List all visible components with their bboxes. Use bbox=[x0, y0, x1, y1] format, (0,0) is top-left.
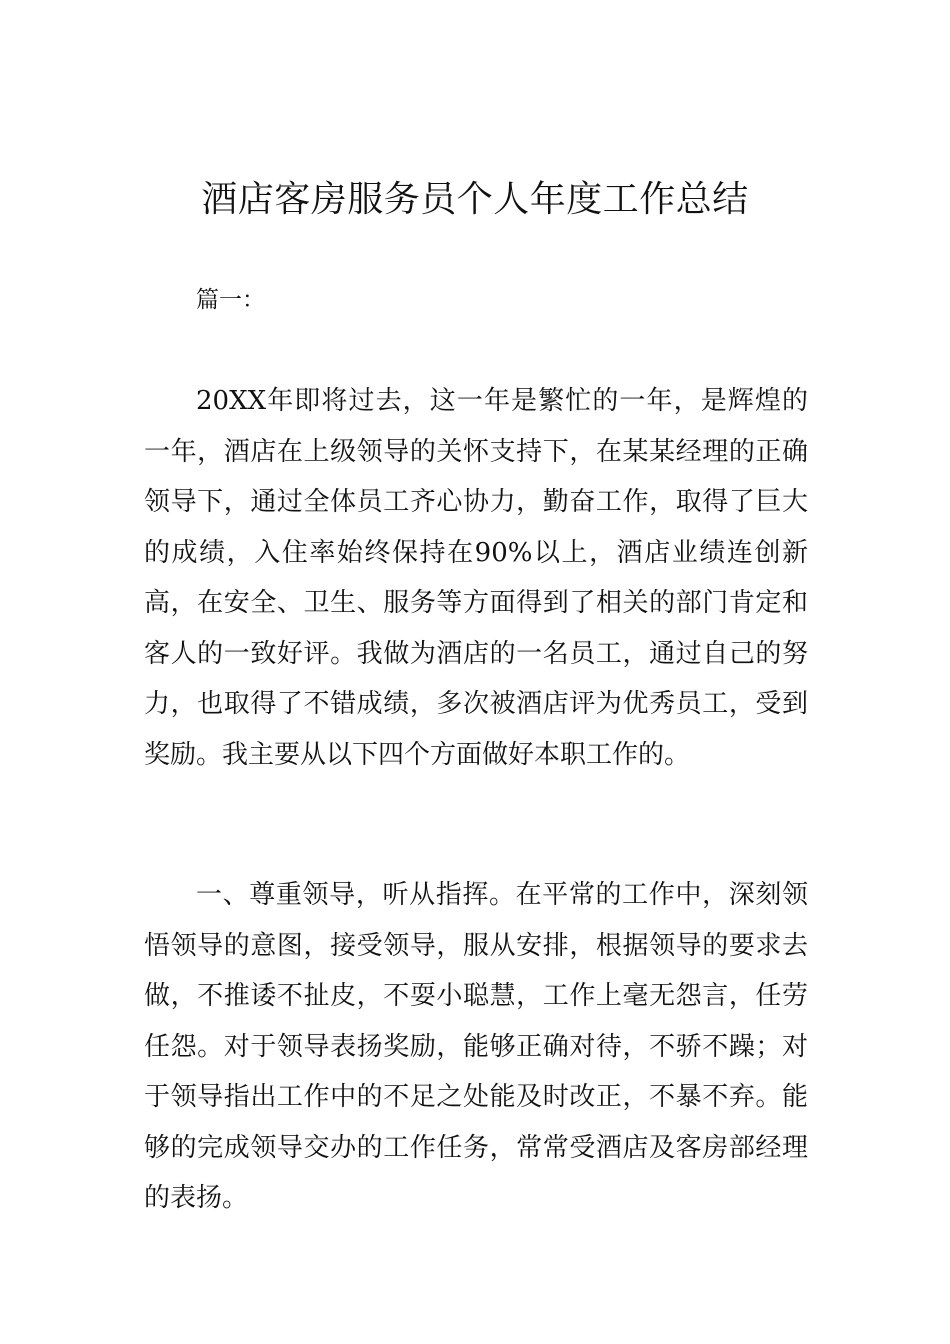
paragraph-intro: 20XX年即将过去，这一年是繁忙的一年，是辉煌的一年，酒店在上级领导的关怀支持下，在某某经理的正确领导下，通过全体员工齐心协力，勤奋工作，取得了巨大的成绩，入住率始终保持在90%以上，酒店业绩连创新高，在安全、卫生、服务等方面得到了相关的部门肯定和客人的一致好评。我做为酒店的一名员工，通过自己的努力，也取得了不错成绩，多次被酒店评为优秀员工，受到奖励。我主要从以下四个方面做好本职工作的。 bbox=[144, 386, 808, 770]
document-title: 酒店客房服务员个人年度工作总结 bbox=[201, 179, 749, 220]
paragraph-point-one: 一、尊重领导，听从指挥。在平常的工作中，深刻领悟领导的意图，接受领导，服从安排，根据领导的要求去做，不推诿不扯皮，不耍小聪慧，工作上毫无怨言，任劳任怨。对于领导表扬奖励，能够正确对待，不骄不躁；对于领导指出工作中的不足之处能及时改正，不暴不弃。能够的完成领导交办的工作任务，常常受酒店及客房部经理的表扬。 bbox=[144, 880, 808, 1213]
section-label: 篇一： bbox=[196, 287, 265, 313]
